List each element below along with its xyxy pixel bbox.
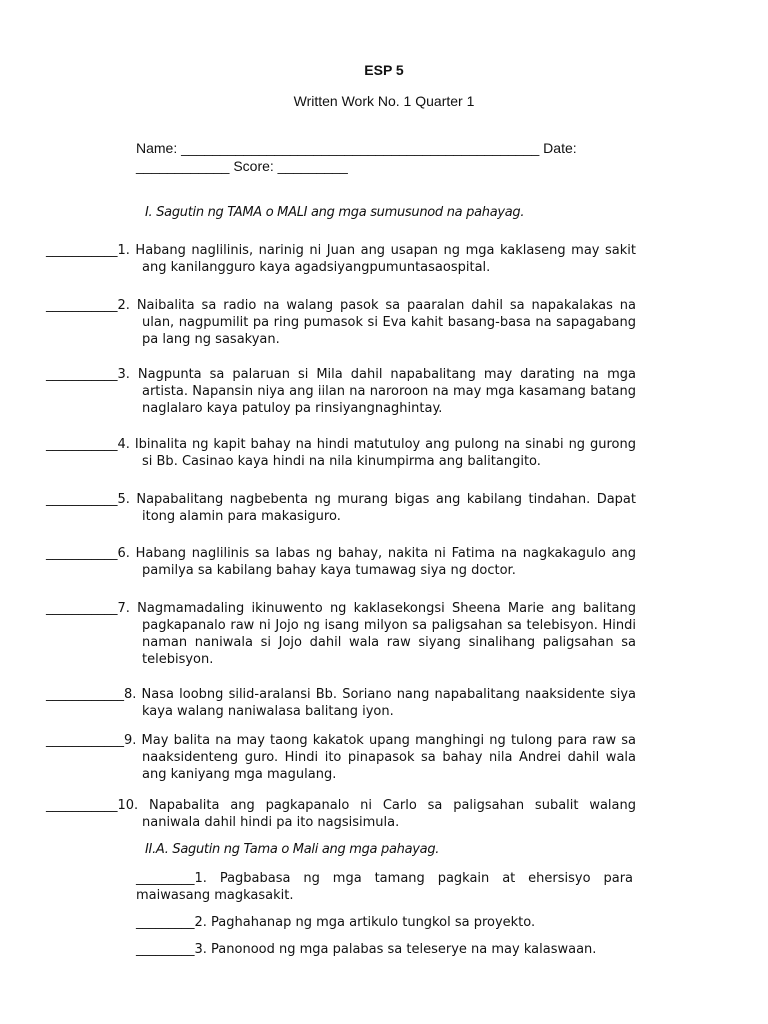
page-subtitle: Written Work No. 1 Quarter 1 (293, 93, 475, 109)
question-item (46, 297, 636, 348)
name-date-line: Name: ______________________________________________ Date: (136, 140, 577, 156)
question-item (46, 600, 636, 668)
score-line: ____________ Score: _________ (136, 158, 348, 174)
question-text: ___________5. Napabalitang nagbebenta ng murang bigas ang kabilang tindahan. Dapat itong alamin para makasiguro. (46, 492, 636, 524)
question-text: ___________7. Nagmamadaling ikinuwento ng kaklasekongsi Sheena Marie ang balitang pagkapanalo raw ni Jojo ng isang milyon sa paligsahan sa telebisyon. Hindi naman naniwala si Jojo dahil wala raw siyang sinalihang paligsahan sa telebisyon. (46, 601, 636, 667)
question-item (46, 686, 636, 720)
question-item (46, 366, 636, 417)
question-text: ____________9. May balita na may taong kakatok upang manghingi ng tulong para raw sa naaksidenteng guro. Hindi ito pinapasok sa bahay nila Andrei dahil wala ang kaniyang mga magulang. (46, 733, 636, 782)
answer-blank: _________ (136, 871, 195, 886)
part1-instruction: I. Sagutin ng TAMA o MALI ang mga sumusunod na pahayag. (145, 205, 525, 220)
answer-blank: ___________ (46, 367, 118, 382)
question-item (46, 545, 636, 579)
answer-blank: ___________ (46, 437, 118, 452)
question-item (46, 732, 636, 783)
answer-blank: ___________ (46, 492, 118, 507)
answer-blank: ___________ (46, 243, 118, 258)
answer-blank: _________ (136, 915, 195, 930)
page-title: ESP 5 (364, 62, 404, 78)
part2-instruction: II.A. Sagutin ng Tama o Mali ang mga pahayag. (145, 842, 440, 857)
question-text: 2. Paghahanap ng mga artikulo tungkol sa proyekto. (194, 915, 536, 930)
question-text: 1. Pagbabasa ng mga tamang pagkain at ehersisyo para maiwasang magkasakit. (136, 871, 633, 903)
question-item (46, 797, 636, 831)
answer-blank: ____________ (46, 733, 124, 748)
answer-blank: ___________ (46, 298, 118, 313)
question-item (46, 242, 636, 276)
question-text: 3. Panonood ng mga palabas sa teleserye na may kalaswaan. (194, 942, 597, 957)
question-text: ____________8. Nasa loobng silid-aralansi Bb. Soriano nang napabalitang naaksidente siya kaya walang naniwalasa balitang iyon. (46, 687, 636, 719)
question-text: ___________4. Ibinalita ng kapit bahay na hindi matutuloy ang pulong na sinabi ng gurong si Bb. Casinao kaya hindi na nila kinumpirma ang balitangito. (46, 437, 636, 469)
answer-blank: _________ (136, 942, 195, 957)
question-item (136, 870, 633, 904)
question-text: ___________6. Habang naglilinis sa labas ng bahay, nakita ni Fatima na nagkakagulo ang pamilya sa kabilang bahay kaya tumawag siya ng doctor. (46, 546, 636, 578)
question-text: ___________1. Habang naglilinis, narinig ni Juan ang usapan ng mga kaklaseng may sakit ang kanilangguro kaya agadsiyangpumuntasaospital. (46, 243, 636, 275)
answer-blank: ___________ (46, 798, 118, 813)
question-text: ___________10. Napabalita ang pagkapanalo ni Carlo sa paligsahan subalit walang naniwala dahil hindi pa ito nagsisimula. (46, 798, 636, 830)
question-item (46, 491, 636, 525)
question-text: ___________3. Nagpunta sa palaruan si Mila dahil napabalitang may darating na mga artista. Napansin niya ang iilan na naroroon na may mga kasamang batang naglalaro kaya patuloy pa rinsiyangnaghintay. (46, 367, 636, 416)
question-text: ___________2. Naibalita sa radio na walang pasok sa paaralan dahil sa napakalakas na ulan, nagpumilit pa ring pumasok si Eva kahit basang-basa na sapagabang pa lang ng sasakyan. (46, 298, 636, 347)
question-item (46, 436, 636, 470)
answer-blank: ___________ (46, 546, 118, 561)
question-item (136, 914, 633, 931)
answer-blank: ____________ (46, 687, 124, 702)
question-item (136, 941, 633, 958)
answer-blank: ___________ (46, 601, 118, 616)
